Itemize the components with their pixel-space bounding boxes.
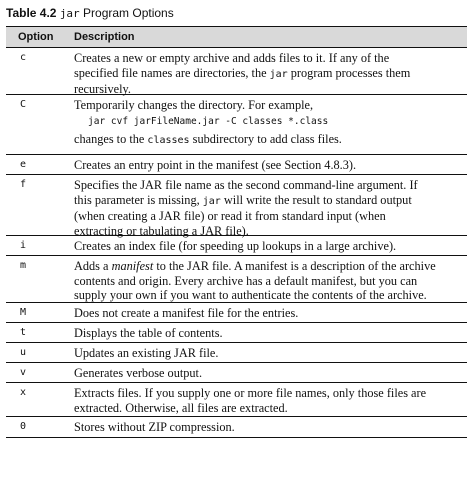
option-cell: M (20, 307, 27, 318)
emphasis-text: manifest (111, 259, 154, 273)
text-segment: this parameter is missing, (74, 192, 203, 207)
caption-title: Program Options (83, 6, 174, 20)
text-segment: Creates an entry point in the manifest (see Section 4.8.3). (74, 158, 357, 172)
option-cell: f (20, 179, 27, 190)
description-line (74, 326, 461, 341)
header-description: Description (74, 31, 135, 43)
text-segment: changes to the (74, 131, 148, 146)
description-cell (66, 256, 467, 303)
text-segment: specified file names are directories, the (74, 65, 270, 80)
code-keyword: classes (147, 134, 190, 146)
table-row (6, 95, 467, 155)
description-line (74, 274, 461, 289)
description-line (74, 386, 461, 401)
options-table (6, 26, 467, 438)
description-line (74, 158, 461, 173)
description-cell (66, 303, 467, 321)
text-segment: subdirectory to add class files. (189, 131, 342, 146)
table-caption (6, 6, 174, 20)
option-cell: c (20, 52, 27, 63)
description-line (74, 98, 461, 113)
table-row (6, 343, 467, 363)
option-cell: i (20, 240, 27, 251)
text-segment: Extracts files. If you supply one or more file names, only those files are (74, 386, 427, 400)
text-segment: Specifies the JAR file name as the second command-line argument. If (74, 178, 418, 192)
text-segment: Creates an index file (for speeding up lookups in a large archive). (74, 239, 397, 253)
option-cell: m (20, 260, 27, 271)
description-line (74, 401, 461, 416)
table-row (6, 383, 467, 417)
table-row (6, 323, 467, 343)
description-line (74, 51, 461, 66)
description-line (74, 366, 461, 381)
description-cell (66, 155, 467, 173)
description-cell (66, 95, 467, 148)
text-segment: Stores without ZIP compression. (74, 420, 235, 434)
text-segment: to the JAR file. A manifest is a description of the archive (153, 259, 436, 273)
option-cell: t (20, 327, 27, 338)
code-keyword: jar (269, 68, 288, 80)
text-segment: contents and origin. Every archive has a default manifest, but you can (74, 273, 418, 288)
text-segment: recursively. (74, 82, 131, 96)
description-line (74, 209, 461, 224)
caption-code: jar (59, 7, 80, 20)
table-number: Table 4.2 (6, 6, 57, 20)
description-line (74, 346, 461, 361)
description-line (74, 259, 461, 274)
text-segment: Generates verbose output. (74, 366, 203, 380)
description-cell (66, 48, 467, 97)
text-segment: Temporarily changes the directory. For example, (74, 98, 314, 112)
table-row (6, 48, 467, 95)
description-cell (66, 343, 467, 361)
header-option: Option (18, 31, 54, 43)
text-segment: Does not create a manifest file for the entries. (74, 306, 299, 320)
table-row (6, 175, 467, 236)
option-cell: u (20, 347, 27, 358)
description-cell (66, 175, 467, 238)
table-row (6, 155, 467, 175)
description-line (74, 239, 461, 254)
description-line (74, 66, 461, 83)
table-row (6, 236, 467, 256)
text-segment: will write the result to standard output (220, 192, 412, 207)
table-row (6, 256, 467, 303)
text-segment: Adds a (74, 259, 112, 273)
code-example: jar cvf jarFileName.jar -C classes *.class (88, 115, 329, 127)
table-header (6, 27, 467, 48)
description-cell (66, 236, 467, 254)
option-cell: v (20, 367, 27, 378)
table-row (6, 363, 467, 383)
text-segment: extracted. Otherwise, all files are extracted. (74, 400, 288, 415)
option-cell: C (20, 99, 27, 110)
description-line (74, 193, 461, 210)
description-cell (66, 363, 467, 381)
option-cell: 0 (20, 421, 27, 432)
description-line (74, 288, 461, 303)
option-cell: x (20, 387, 27, 398)
text-segment: extracting or tabulating a JAR file). (74, 223, 249, 238)
text-segment: supply your own if you want to authenticate the contents of the archive. (74, 288, 427, 302)
description-line (74, 306, 461, 321)
description-cell (66, 323, 467, 341)
text-segment: program processes them (287, 65, 411, 80)
option-cell: e (20, 159, 27, 170)
table-body (6, 48, 467, 438)
description-cell (66, 383, 467, 415)
description-line (74, 178, 461, 193)
description-line (74, 132, 461, 149)
description-cell (66, 417, 467, 435)
text-segment: Creates a new or empty archive and adds files to it. If any of the (74, 51, 390, 65)
text-segment: Updates an existing JAR file. (74, 346, 219, 360)
code-keyword: jar (202, 195, 221, 207)
text-segment: (when creating a JAR file) or read it from standard input (when (74, 209, 386, 223)
text-segment: Displays the table of contents. (74, 326, 223, 340)
description-line (74, 420, 461, 435)
table-row (6, 417, 467, 438)
table-row (6, 303, 467, 323)
